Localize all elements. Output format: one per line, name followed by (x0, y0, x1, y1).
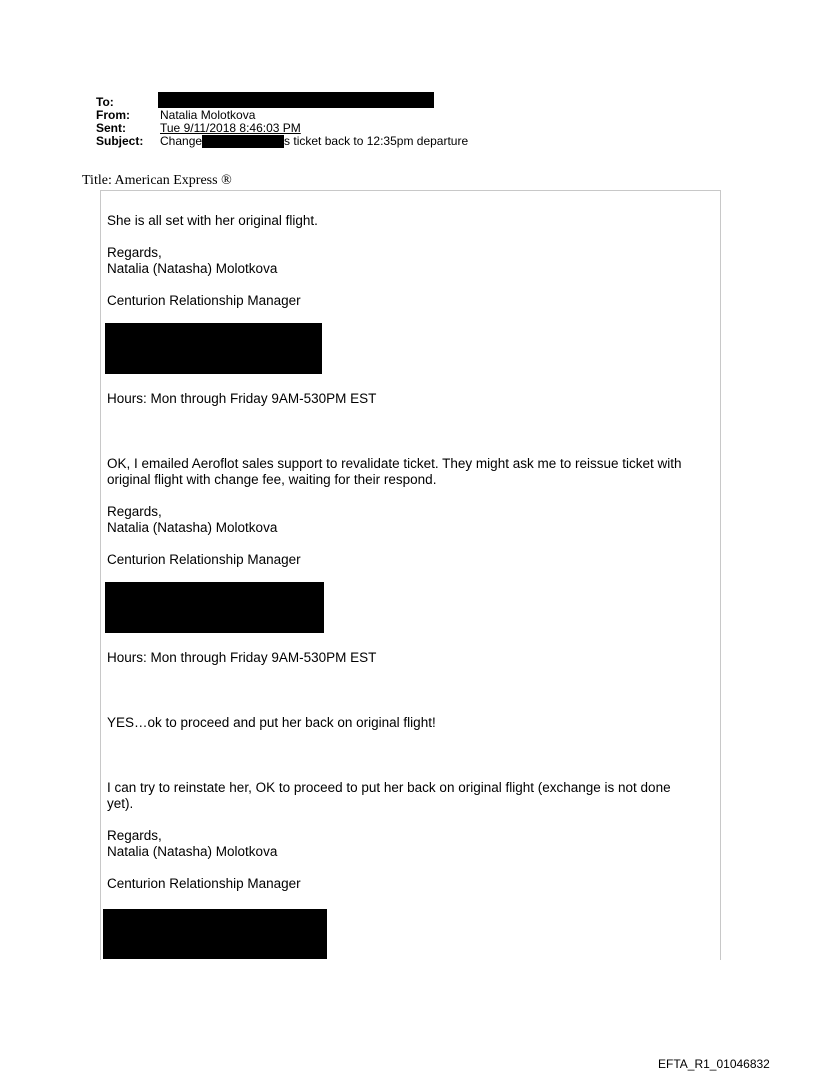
signature-name: Natalia (Natasha) Molotkova (107, 261, 278, 276)
sent-value: Tue 9/11/2018 8:46:03 PM (160, 121, 301, 135)
redaction-block (103, 909, 327, 959)
from-value: Natalia Molotkova (160, 108, 256, 122)
subject-suffix: s ticket back to 12:35pm departure (284, 134, 469, 148)
regards-text: Regards, (107, 245, 162, 260)
signature-name: Natalia (Natasha) Molotkova (107, 844, 278, 859)
page-title: Title: American Express ® (82, 173, 232, 188)
hours-text: Hours: Mon through Friday 9AM-530PM EST (107, 391, 377, 406)
to-redaction (158, 92, 434, 108)
message-text: YES…ok to proceed and put her back on original flight! (107, 715, 436, 730)
message-text: OK, I emailed Aeroflot sales support to revalidate ticket. They might ask me to reissue ticket with (107, 456, 682, 471)
hours-text: Hours: Mon through Friday 9AM-530PM EST (107, 650, 377, 665)
message-text: original flight with change fee, waiting for their respond. (107, 472, 437, 487)
subject-value (160, 135, 468, 148)
subject-redaction (202, 135, 284, 148)
subject-prefix: Change (160, 134, 203, 148)
signature-name: Natalia (Natasha) Molotkova (107, 520, 278, 535)
signature-role: Centurion Relationship Manager (107, 552, 301, 567)
signature-role: Centurion Relationship Manager (107, 293, 301, 308)
message-text: She is all set with her original flight. (107, 213, 318, 228)
regards-text: Regards, (107, 504, 162, 519)
redaction-block (105, 582, 324, 633)
message-text: I can try to reinstate her, OK to proceed to put her back on original flight (exchange is not done (107, 780, 671, 795)
to-label: To: (96, 95, 114, 109)
subject-label: Subject: (96, 134, 144, 148)
document-id: EFTA_R1_01046832 (658, 1057, 770, 1071)
from-label: From: (96, 108, 130, 122)
sent-label: Sent: (96, 121, 126, 135)
redaction-block (105, 323, 322, 374)
signature-role: Centurion Relationship Manager (107, 876, 301, 891)
regards-text: Regards, (107, 828, 162, 843)
message-text: yet). (107, 796, 134, 811)
